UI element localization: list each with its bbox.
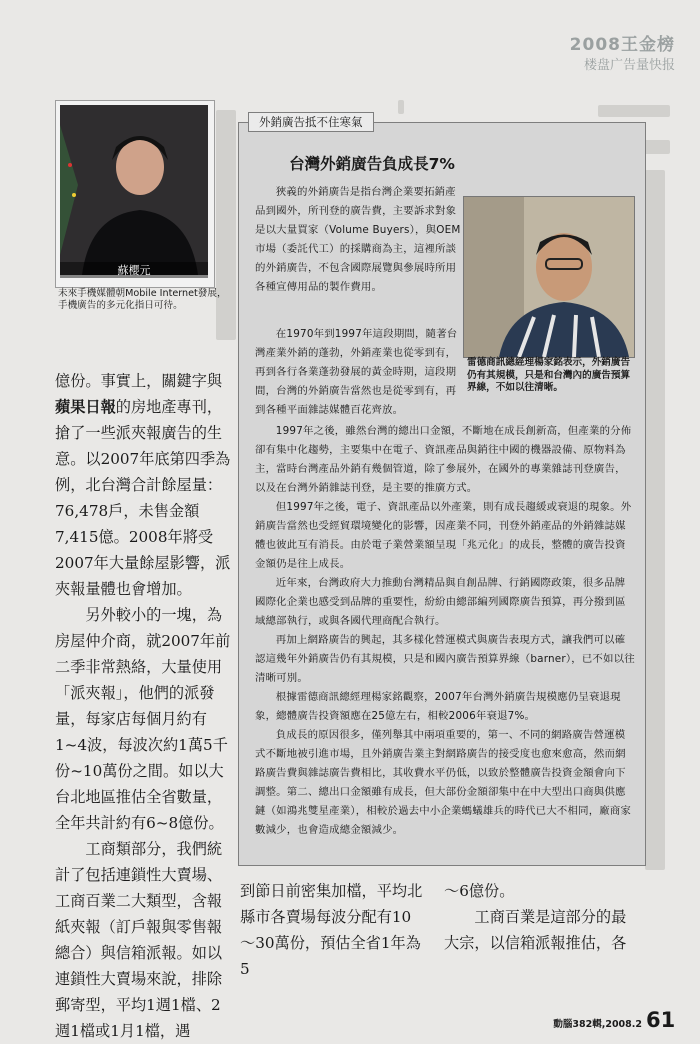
paragraph (55, 368, 235, 602)
bleed-mark (645, 170, 665, 870)
header-subtitle: 楼盘广告量快报 (583, 58, 675, 73)
paragraph: 近年來，台灣政府大力推動台灣精品與自創品牌、行銷國際政策，很多品牌國際化企業也感受到品牌的重要性，紛紛由總部編列國際廣告預算，再分撥到區域總部執行，或與各國代理商配合執行。 (255, 577, 626, 627)
sidebar-title: 台灣外銷廣告負成長7% (289, 155, 455, 173)
paragraph: 但1997年之後，電子、資訊產品以外產業，則有成長趨緩或衰退的現象。外銷廣告當然也受經貿環境變化的影響，因產業不同，刊登外銷產品的外銷雜誌媒體也彼此互有消長。由於電子業營業額呈現「兆元化」的成長，整體的廣告投資金額仍是往上成長。 (255, 501, 632, 570)
page-number: 61 (646, 1008, 676, 1032)
right-column (444, 878, 640, 956)
text-run: 億份。事實上，關鍵字與 (55, 372, 223, 390)
paragraph: 工商類部分，我們統計了包括連鎖性大賣場、工商百業二大類型，含報紙夾報（訂戶報與零售報總合）與信箱派報。如以連鎖性大賣場來說，排除郵寄型，平均1週1檔、2週1檔或1月1檔，遇 (55, 840, 223, 1040)
portrait-caption: 未來手機媒體朝Mobile Internet發展，手機廣告的多元化指日可待。 (58, 288, 227, 311)
paragraph: 負成長的原因很多，僅列舉其中兩項重要的，第一、不同的網路廣告營運模式不斷地被引進市場，且外銷廣告業主對網路廣告的接受度也愈來愈高，然而網路廣告費與雜誌廣告費相比，其收費水平仍低，以致於整體廣告投資金額會向下調整。第二、總出口金額雖有成長，但大部份金額卻集中在中大型出口商與供應鏈（如鴻兆雙星產業），相較於過去中小企業螞蟻雄兵的時代已大不相同，廠商家數減少，也會造成總金額減少。 (255, 729, 632, 836)
sidebar-intro: 狹義的外銷廣告是指台灣企業要拓銷產品到國外，所刊登的廣告費，主要訴求對象是以大量買家（Volume Buyers），與OEM市場（委託代工）的採購商為主，這裡所談的外銷廣告，不包含國際展覽與參展時所用各種宣傳用品的製作費用。 (255, 186, 461, 293)
paragraph: 1997年之後，雖然台灣的總出口金額，不斷地在成長創新高，但產業的分佈卻有集中化趨勢，主要集中在電子、資訊產品與銷往中國的機器設備、原物料為主，當時台灣產品外銷有幾個管道，除了參展外，在國外的專業雜誌刊登廣告，以及在台灣外銷雜誌刊登，是主要的推廣方式。 (255, 425, 632, 494)
bleed-mark (398, 100, 404, 114)
paragraph: 工商百業是這部分的最大宗，以信箱派報推估，各 (444, 908, 627, 952)
apple-daily-emphasis: 蘋果日報 (55, 398, 116, 416)
executive-caption: 雷德商訊總經理楊家銘表示，外銷廣告仍有其規模，只是和台灣內的廣告預算界線，不如以往清晰。 (467, 357, 631, 393)
header-title: 2008王金榜 (569, 35, 675, 55)
middle-column: 到節日前密集加檔，平均北縣市各賣場每波分配有10～30萬份，預估全省1年為5 (240, 882, 423, 978)
executive-photo (463, 196, 635, 358)
paragraph: 根據雷德商訊總經理楊家銘觀察，2007年台灣外銷廣告規模應仍呈衰退現象，總體廣告投資額應在25億左右，相較2006年衰退7%。 (255, 691, 621, 722)
portrait-photo (60, 105, 208, 275)
edge-tab (672, 150, 690, 210)
bleed-mark (598, 105, 670, 117)
text-run: 的房地產專刊，搶了一些派夾報廣告的生意。以2007年底第四季為例，北台灣合計餘屋量：76,478戶，未售金額7,415億。2008年將受2007年大量餘屋影響，派夾報量體也會增加。 (55, 398, 231, 598)
sidebar-body (255, 422, 635, 840)
portrait-name: 蘇櫻元 (60, 262, 208, 278)
sidebar-tag: 外銷廣告抵不住寒氣 (248, 112, 374, 132)
issue-info: 動腦382輯,2008.2 (553, 1019, 642, 1030)
paragraph: ～6億份。 (444, 882, 515, 900)
paragraph: 再加上網路廣告的興起，其多樣化營運模式與廣告表現方式，讓我們可以確認這幾年外銷廣告仍有其規模，只是和國內廣告預算界線（barner），已不如以往清晰可別。 (255, 634, 635, 684)
left-column (55, 368, 235, 1044)
sidebar-paragraph: 在1970年到1997年這段期間，隨著台灣產業外銷的蓬勃，外銷產業也從零到有，再到各行各業蓬勃發展的黃金時期，這段期間，台灣的外銷廣告當然也是從零到有，再到各種平面雜誌媒體百花齊放。 (255, 328, 458, 416)
paragraph: 另外較小的一塊，為房屋仲介商，就2007年前二季非常熱絡，大量使用「派夾報」，他們的派發量，每家店每個月約有1~4波，每波次約1萬5千份~10萬份之間。如以大台北地區推估全省數量，全年共計約有6~8億份。 (55, 606, 231, 832)
